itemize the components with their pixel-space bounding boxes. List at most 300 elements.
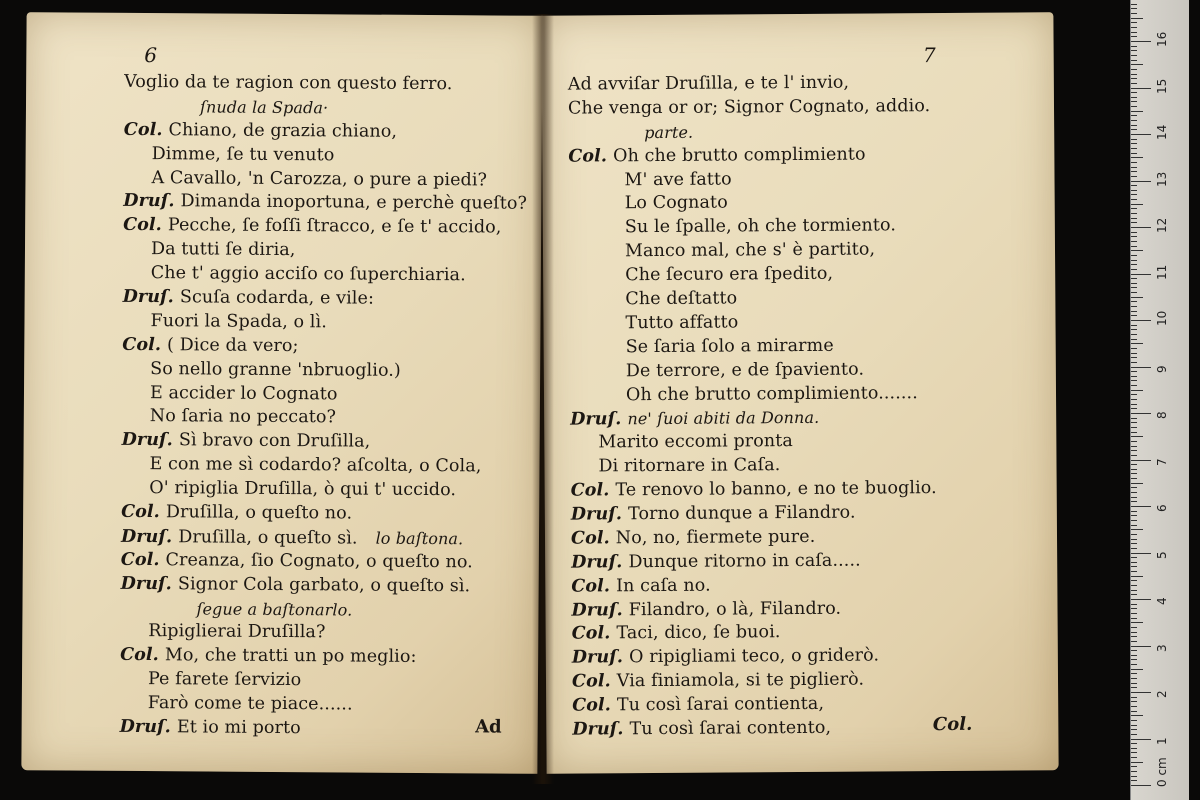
ruler-tick bbox=[1131, 22, 1137, 23]
verse-text: In caſa no. bbox=[616, 575, 711, 596]
ruler-tick bbox=[1131, 450, 1137, 451]
text-block bbox=[542, 70, 1059, 742]
verse-text: Dimme, ſe tu venuto bbox=[151, 143, 335, 166]
ruler-tick bbox=[1131, 287, 1137, 288]
ruler-tick bbox=[1131, 394, 1137, 395]
text-line bbox=[569, 237, 1055, 264]
speaker-label: Col. bbox=[122, 334, 162, 355]
text-line bbox=[122, 310, 540, 337]
book-gutter bbox=[532, 14, 554, 784]
text-line bbox=[572, 620, 1058, 647]
ruler-tick bbox=[1131, 422, 1137, 423]
speaker-label: Col. bbox=[121, 501, 160, 523]
speaker-label: Col. bbox=[568, 146, 608, 167]
ruler-tick bbox=[1131, 260, 1137, 261]
ruler-tick bbox=[1131, 557, 1137, 558]
text-line bbox=[570, 381, 1056, 408]
ruler-tick bbox=[1131, 311, 1137, 312]
ruler-tick bbox=[1131, 506, 1151, 507]
ruler-tick bbox=[1131, 236, 1137, 237]
speaker-label: Col. bbox=[123, 215, 162, 236]
ruler-label: 16 bbox=[1155, 31, 1169, 47]
speaker-label: Druſ. bbox=[119, 716, 171, 738]
ruler-tick bbox=[1131, 585, 1137, 586]
speaker-label: Druſ. bbox=[120, 573, 172, 594]
ruler-tick bbox=[1131, 511, 1137, 512]
ruler-tick bbox=[1131, 646, 1151, 647]
ruler-label: 12 bbox=[1155, 217, 1169, 233]
ruler-tick bbox=[1131, 608, 1137, 609]
verse-text: Da tutti ſe diria, bbox=[150, 239, 296, 261]
catchword: Ad bbox=[475, 716, 502, 738]
verse-text: Druſilla, o queſto sì. bbox=[178, 527, 358, 549]
ruler-tick bbox=[1131, 566, 1137, 567]
ruler-tick bbox=[1131, 673, 1137, 674]
ruler-tick bbox=[1131, 427, 1137, 428]
ruler-label: 1 bbox=[1155, 736, 1169, 745]
ruler-tick bbox=[1131, 348, 1137, 349]
text-line bbox=[570, 452, 1056, 479]
ruler-tick bbox=[1131, 604, 1137, 605]
verse-text: Voglio da te ragion con questo ferro. bbox=[124, 71, 453, 95]
ruler-label: 14 bbox=[1155, 124, 1169, 140]
ruler-tick bbox=[1131, 232, 1137, 233]
ruler-tick bbox=[1131, 701, 1137, 702]
speaker-label: Col. bbox=[570, 528, 610, 549]
text-line bbox=[123, 238, 541, 265]
verse-text: Chiano, de grazia chiano, bbox=[168, 119, 398, 142]
ruler-tick bbox=[1131, 55, 1137, 56]
ruler-tick bbox=[1131, 83, 1137, 84]
verse-text: Druſilla, o queſto no. bbox=[165, 502, 353, 524]
stage-direction: lo baſtona. bbox=[375, 528, 464, 549]
ruler-tick bbox=[1131, 441, 1137, 442]
verse-text: Taci, dico, ſe buoi. bbox=[616, 622, 781, 644]
ruler-tick bbox=[1131, 492, 1137, 493]
verse-text: De terrore, e de ſpaviento. bbox=[625, 359, 865, 381]
ruler-tick bbox=[1131, 218, 1137, 219]
text-line bbox=[571, 524, 1057, 551]
text-line bbox=[570, 429, 1056, 456]
ruler-tick bbox=[1131, 269, 1137, 270]
ruler-tick bbox=[1131, 148, 1137, 149]
ruler-tick bbox=[1131, 627, 1137, 628]
ruler-tick bbox=[1131, 757, 1137, 758]
ruler-tick bbox=[1131, 274, 1151, 275]
speaker-label: Druſ. bbox=[123, 191, 175, 212]
ruler-tick bbox=[1131, 27, 1137, 28]
ruler-tick bbox=[1131, 4, 1137, 5]
ruler-tick bbox=[1131, 678, 1137, 679]
ruler-tick bbox=[1131, 725, 1137, 726]
ruler-tick bbox=[1131, 729, 1137, 730]
ruler-label: 10 bbox=[1155, 310, 1169, 326]
verse-text: Se ſaria ſolo a mirarme bbox=[625, 335, 834, 358]
verse-text: O' ripiglia Druſilla, ò qui t' uccido. bbox=[149, 478, 457, 501]
verse-text: Dimanda inoportuna, e perchè queſto? bbox=[180, 191, 528, 215]
ruler-tick bbox=[1131, 162, 1137, 163]
text-line bbox=[120, 596, 538, 623]
ruler-tick bbox=[1131, 204, 1143, 205]
ruler-tick bbox=[1131, 111, 1143, 112]
ruler-tick bbox=[1131, 371, 1137, 372]
ruler-tick bbox=[1131, 222, 1137, 223]
ruler-tick bbox=[1131, 78, 1137, 79]
text-line bbox=[122, 381, 540, 408]
ruler-tick bbox=[1131, 669, 1143, 670]
text-line bbox=[568, 70, 1054, 97]
ruler-tick bbox=[1131, 41, 1151, 42]
ruler-tick bbox=[1131, 171, 1137, 172]
text-line bbox=[568, 142, 1054, 169]
ruler-tick bbox=[1131, 357, 1137, 358]
verse-text: Marito eccomi pronta bbox=[598, 431, 793, 453]
ruler-tick bbox=[1131, 69, 1137, 70]
ruler-tick bbox=[1131, 339, 1137, 340]
ruler-tick bbox=[1131, 562, 1137, 563]
text-line bbox=[122, 405, 540, 432]
ruler-tick bbox=[1131, 36, 1137, 37]
text-line bbox=[122, 429, 540, 456]
ruler-tick bbox=[1131, 525, 1137, 526]
verse-text: Ripiglierai Druſilla? bbox=[148, 621, 326, 643]
verse-text: Su le ſpalle, oh che tormiento. bbox=[624, 215, 897, 238]
ruler-tick bbox=[1131, 334, 1137, 335]
text-line bbox=[122, 334, 540, 361]
ruler-tick bbox=[1131, 250, 1143, 251]
ruler-tick bbox=[1131, 706, 1137, 707]
verse-text: Ad avviſar Druſilla, e te l' invio, bbox=[567, 72, 850, 95]
speaker-label: Druſ. bbox=[571, 599, 623, 621]
ruler-label: 4 bbox=[1155, 597, 1169, 605]
ruler-tick bbox=[1131, 590, 1137, 591]
ruler-tick bbox=[1131, 199, 1137, 200]
verse-text: No ſaria no peccato? bbox=[149, 406, 337, 428]
ruler-tick bbox=[1131, 520, 1137, 521]
ruler-tick bbox=[1131, 325, 1137, 326]
ruler-tick bbox=[1131, 497, 1137, 498]
ruler-tick bbox=[1131, 776, 1137, 777]
text-line bbox=[121, 501, 539, 528]
ruler-tick bbox=[1131, 125, 1137, 126]
ruler-label: 11 bbox=[1155, 264, 1169, 280]
stage-direction: ſnuda la Spada· bbox=[199, 97, 329, 118]
ruler-tick bbox=[1131, 641, 1137, 642]
ruler-tick bbox=[1131, 315, 1137, 316]
text-line bbox=[120, 620, 538, 647]
text-line bbox=[121, 573, 539, 600]
verse-text: Oh che brutto complimiento....... bbox=[625, 382, 918, 405]
ruler-tick bbox=[1131, 418, 1137, 419]
stage-direction: ne' ſuoi abiti da Donna. bbox=[627, 408, 820, 429]
ruler-tick bbox=[1131, 329, 1137, 330]
ruler-tick bbox=[1131, 580, 1137, 581]
ruler-tick bbox=[1131, 404, 1137, 405]
text-line bbox=[569, 285, 1055, 312]
verse-text: O ripigliami teco, o griderò. bbox=[629, 645, 880, 668]
ruler-tick bbox=[1131, 264, 1137, 265]
ruler-tick bbox=[1131, 469, 1137, 470]
ruler-tick bbox=[1131, 483, 1143, 484]
ruler-tick bbox=[1131, 632, 1137, 633]
ruler-tick bbox=[1131, 115, 1137, 116]
verse-text: E accider lo Cognato bbox=[149, 382, 338, 404]
speaker-label: Druſ. bbox=[122, 286, 174, 308]
ruler-tick bbox=[1131, 460, 1151, 461]
ruler-tick bbox=[1131, 13, 1137, 14]
ruler-tick bbox=[1131, 743, 1137, 744]
verse-text: M' ave fatto bbox=[624, 169, 732, 190]
page-number: 6 bbox=[144, 43, 158, 68]
speaker-label: Druſ. bbox=[572, 719, 624, 740]
right-page bbox=[541, 12, 1058, 774]
verse-text: Te renovo lo banno, e no te buoglio. bbox=[615, 478, 937, 501]
verse-text: Che t' aggio acciſo co ſuperchiaria. bbox=[150, 263, 466, 286]
ruler-tick bbox=[1131, 380, 1137, 381]
ruler-tick bbox=[1131, 18, 1143, 19]
verse-text: Dunque ritorno in caſa..... bbox=[628, 550, 861, 573]
ruler-tick bbox=[1131, 367, 1151, 368]
verse-text: Scuſa codarda, e vile: bbox=[179, 287, 375, 309]
verse-text: Tu così ſarai contento, bbox=[629, 717, 832, 740]
ruler-tick bbox=[1131, 748, 1137, 749]
verse-text: Filandro, o là, Filandro. bbox=[628, 598, 842, 620]
ruler-tick bbox=[1131, 176, 1137, 177]
ruler-tick bbox=[1131, 343, 1143, 344]
ruler-tick bbox=[1131, 766, 1137, 767]
text-line bbox=[123, 214, 541, 241]
verse-text: ( Dice da vero; bbox=[167, 334, 299, 356]
speaker-label: Druſ. bbox=[571, 552, 623, 573]
ruler-tick bbox=[1131, 534, 1137, 535]
ruler-tick bbox=[1131, 283, 1137, 284]
ruler-tick bbox=[1131, 157, 1143, 158]
verse-text: A Cavallo, 'n Carozza, o pure a piedi? bbox=[151, 167, 488, 190]
catchword: Col. bbox=[932, 713, 973, 736]
ruler-label: 9 bbox=[1155, 364, 1169, 373]
verse-text: Oh che brutto complimiento bbox=[613, 144, 866, 166]
ruler-tick bbox=[1131, 780, 1137, 781]
ruler-tick bbox=[1131, 301, 1137, 302]
ruler-tick bbox=[1131, 659, 1137, 660]
left-page bbox=[21, 12, 542, 774]
ruler-tick bbox=[1131, 487, 1137, 488]
speaker-label: Col. bbox=[123, 119, 163, 140]
ruler-tick bbox=[1131, 571, 1137, 572]
verse-text: Torno dunque a Filandro. bbox=[628, 502, 856, 525]
ruler-label: 5 bbox=[1155, 550, 1169, 559]
ruler-tick bbox=[1131, 771, 1137, 772]
verse-text: Et io mi porto bbox=[176, 717, 301, 739]
ruler-label: 15 bbox=[1155, 78, 1169, 94]
text-line bbox=[569, 261, 1055, 288]
ruler-tick bbox=[1131, 711, 1137, 712]
ruler-tick bbox=[1131, 683, 1137, 684]
verse-text: Che venga or or; Signor Cognato, addio. bbox=[567, 95, 931, 119]
ruler-tick bbox=[1131, 88, 1151, 89]
ruler-tick bbox=[1131, 185, 1137, 186]
ruler-tick bbox=[1131, 139, 1137, 140]
speaker-label: Druſ. bbox=[571, 647, 624, 668]
ruler-tick bbox=[1131, 515, 1137, 516]
verse-text: Creanza, ſio Cognato, o queſto no. bbox=[165, 550, 473, 573]
ruler-tick bbox=[1131, 385, 1137, 386]
ruler-tick bbox=[1131, 739, 1151, 740]
ruler-tick bbox=[1131, 194, 1137, 195]
ruler-tick bbox=[1131, 227, 1151, 228]
text-line bbox=[568, 118, 1054, 145]
text-line bbox=[571, 596, 1057, 623]
speaker-label: Col. bbox=[570, 480, 610, 501]
text-line bbox=[571, 476, 1057, 503]
text-line bbox=[571, 500, 1057, 527]
ruler-tick bbox=[1131, 599, 1151, 600]
ruler-tick bbox=[1131, 618, 1137, 619]
ruler-tick bbox=[1131, 246, 1137, 247]
ruler-tick bbox=[1131, 390, 1143, 391]
ruler-tick bbox=[1131, 655, 1137, 656]
ruler-tick bbox=[1131, 143, 1137, 144]
ruler-tick bbox=[1131, 478, 1137, 479]
text-line bbox=[569, 309, 1055, 336]
ruler-tick bbox=[1131, 306, 1137, 307]
ruler-tick bbox=[1131, 436, 1143, 437]
ruler-tick bbox=[1131, 613, 1137, 614]
ruler-tick bbox=[1131, 60, 1137, 61]
ruler-tick bbox=[1131, 432, 1137, 433]
text-line bbox=[120, 692, 538, 719]
ruler-tick bbox=[1131, 181, 1151, 182]
ruler-tick bbox=[1131, 32, 1137, 33]
verse-text: Signor Cola garbato, o queſto sì. bbox=[177, 573, 471, 597]
text-line bbox=[122, 358, 540, 385]
ruler-tick bbox=[1131, 208, 1137, 209]
stage-direction: ſegue a baſtonarlo. bbox=[196, 599, 353, 620]
speaker-label: Druſ. bbox=[570, 409, 622, 431]
verse-text: Tutto affatto bbox=[625, 312, 739, 334]
text-line bbox=[121, 549, 539, 576]
ruler-tick bbox=[1131, 353, 1137, 354]
ruler-tick bbox=[1131, 455, 1137, 456]
text-line bbox=[121, 477, 539, 504]
ruler-tick bbox=[1131, 320, 1151, 321]
verse-text: Via finiamola, si te piglierò. bbox=[616, 669, 865, 692]
speaker-label: Col. bbox=[120, 645, 159, 666]
ruler-tick bbox=[1131, 190, 1137, 191]
ruler-tick bbox=[1131, 278, 1137, 279]
verse-text: Tu così ſarai contienta, bbox=[616, 693, 825, 716]
verse-text: Che ſecuro era ſpedito, bbox=[625, 263, 834, 286]
verse-text: Farò come te piace...... bbox=[147, 693, 353, 715]
text-line bbox=[124, 143, 542, 170]
ruler-tick bbox=[1131, 664, 1137, 665]
text-line bbox=[124, 95, 542, 122]
ruler-tick bbox=[1131, 594, 1137, 595]
ruler-tick bbox=[1131, 720, 1137, 721]
ruler-tick bbox=[1131, 241, 1137, 242]
verse-text: Pe farete ſervizio bbox=[147, 669, 302, 691]
ruler-tick bbox=[1131, 101, 1137, 102]
ruler-tick bbox=[1131, 687, 1137, 688]
text-line bbox=[123, 190, 541, 217]
ruler-tick bbox=[1131, 529, 1143, 530]
text-line bbox=[571, 548, 1057, 575]
verse-text: Manco mal, che s' è partito, bbox=[624, 239, 876, 262]
text-line bbox=[123, 166, 541, 193]
ruler-tick bbox=[1131, 636, 1137, 637]
ruler-tick bbox=[1131, 64, 1143, 65]
ruler-zero-label: 0 cm bbox=[1155, 757, 1169, 787]
verse-text: So nello granne 'nbruoglio.) bbox=[150, 358, 401, 381]
ruler-tick bbox=[1131, 715, 1143, 716]
text-line bbox=[568, 94, 1054, 121]
verse-text: Di ritornare in Caſa. bbox=[598, 455, 781, 477]
ruler-tick bbox=[1131, 501, 1137, 502]
verse-text: Fuori la Spada, o lì. bbox=[150, 310, 327, 333]
text-line bbox=[569, 214, 1055, 241]
verse-text: Sì bravo con Druſilla, bbox=[178, 430, 371, 452]
stage-direction: parte. bbox=[644, 122, 694, 142]
text-line bbox=[123, 286, 541, 313]
measuring-ruler bbox=[1130, 0, 1189, 800]
ruler-tick bbox=[1131, 167, 1137, 168]
ruler-tick bbox=[1131, 292, 1137, 293]
verse-text: No, no, fiermete pure. bbox=[615, 526, 816, 549]
ruler-tick bbox=[1131, 134, 1151, 135]
text-line bbox=[570, 405, 1056, 432]
verse-text: Lo Cognato bbox=[624, 192, 728, 214]
ruler-tick bbox=[1131, 97, 1137, 98]
text-line bbox=[570, 333, 1056, 360]
text-line bbox=[572, 667, 1058, 694]
page-number: 7 bbox=[922, 43, 936, 68]
ruler-tick bbox=[1131, 74, 1137, 75]
text-line bbox=[569, 190, 1055, 217]
ruler-tick bbox=[1131, 576, 1143, 577]
speaker-label: Druſ. bbox=[570, 504, 623, 525]
ruler-tick bbox=[1131, 255, 1137, 256]
verse-text: Mo, che tratti un po meglio: bbox=[164, 645, 417, 668]
speaker-label: Col. bbox=[571, 576, 611, 597]
verse-text: Che deſtatto bbox=[625, 288, 738, 310]
text-line bbox=[572, 715, 1058, 742]
ruler-tick bbox=[1131, 734, 1137, 735]
ruler-tick bbox=[1131, 553, 1151, 554]
ruler-label: 6 bbox=[1155, 504, 1169, 512]
ruler-tick bbox=[1131, 692, 1151, 693]
text-line bbox=[124, 119, 542, 146]
verse-text: Pecche, ſe foſſi ſtracco, e ſe t' accido, bbox=[167, 215, 502, 238]
speaker-label: Druſ. bbox=[121, 430, 173, 451]
ruler-tick bbox=[1131, 413, 1151, 414]
ruler-tick bbox=[1131, 362, 1137, 363]
ruler-tick bbox=[1131, 213, 1137, 214]
text-line bbox=[120, 668, 538, 695]
text-line bbox=[571, 572, 1057, 599]
ruler-tick bbox=[1131, 297, 1143, 298]
ruler-tick bbox=[1131, 752, 1137, 753]
ruler-tick bbox=[1131, 464, 1137, 465]
ruler-tick bbox=[1131, 399, 1137, 400]
ruler-tick bbox=[1131, 543, 1137, 544]
speaker-label: Col. bbox=[572, 695, 611, 716]
ruler-tick bbox=[1131, 548, 1137, 549]
ruler-tick bbox=[1131, 106, 1137, 107]
verse-text: E con me sì codardo? aſcolta, o Cola, bbox=[149, 454, 482, 477]
ruler-tick bbox=[1131, 473, 1137, 474]
ruler-tick bbox=[1131, 46, 1137, 47]
open-book bbox=[18, 14, 1058, 784]
